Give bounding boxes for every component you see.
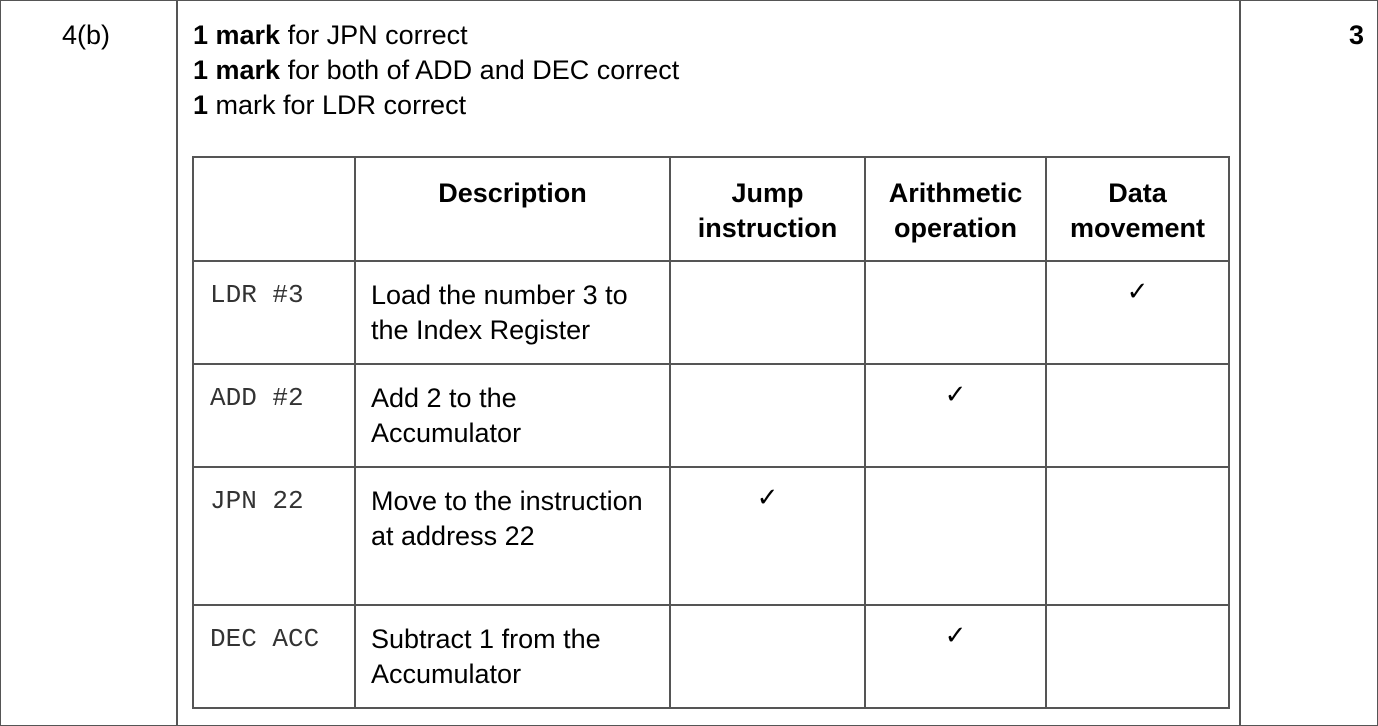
instruction-cell: JPN 22 (193, 467, 355, 605)
table-row (193, 467, 1229, 605)
data-cell (1046, 605, 1229, 708)
column-divider-right (1239, 0, 1241, 726)
description-cell: Subtract 1 from the Accumulator (355, 605, 670, 708)
guidance-line: 1 mark for both of ADD and DEC correct (193, 55, 680, 85)
instruction-cell: LDR #3 (193, 261, 355, 364)
guidance-line: 1 mark for JPN correct (193, 20, 468, 50)
description-cell: Add 2 to the Accumulator (355, 364, 670, 467)
instruction-cell: ADD #2 (193, 364, 355, 467)
description-cell: Move to the instruction at address 22 (355, 467, 670, 605)
arith-cell (865, 467, 1046, 605)
guidance-line: 1 mark for LDR correct (193, 90, 467, 120)
instruction-cell: DEC ACC (193, 605, 355, 708)
header-blank (193, 157, 355, 261)
marking-guidance (193, 18, 679, 123)
answer-table (192, 156, 1230, 709)
jump-cell (670, 605, 865, 708)
table-row (193, 261, 1229, 364)
arith-cell (865, 261, 1046, 364)
table-row (193, 605, 1229, 708)
header-jump-instruction: Jump instruction (670, 157, 865, 261)
header-data-movement: Data movement (1046, 157, 1229, 261)
data-cell: ✓ (1046, 261, 1229, 364)
arith-cell: ✓ (865, 605, 1046, 708)
header-arithmetic-operation: Arithmetic operation (865, 157, 1046, 261)
header-description: Description (355, 157, 670, 261)
question-number: 4(b) (62, 20, 111, 50)
jump-cell: ✓ (670, 467, 865, 605)
jump-cell (670, 364, 865, 467)
total-marks: 3 (1348, 20, 1364, 50)
table-header-row (193, 157, 1229, 261)
arith-cell: ✓ (865, 364, 1046, 467)
column-divider-left (176, 0, 178, 726)
jump-cell (670, 261, 865, 364)
table-row (193, 364, 1229, 467)
data-cell (1046, 467, 1229, 605)
data-cell (1046, 364, 1229, 467)
description-cell: Load the number 3 to the Index Register (355, 261, 670, 364)
